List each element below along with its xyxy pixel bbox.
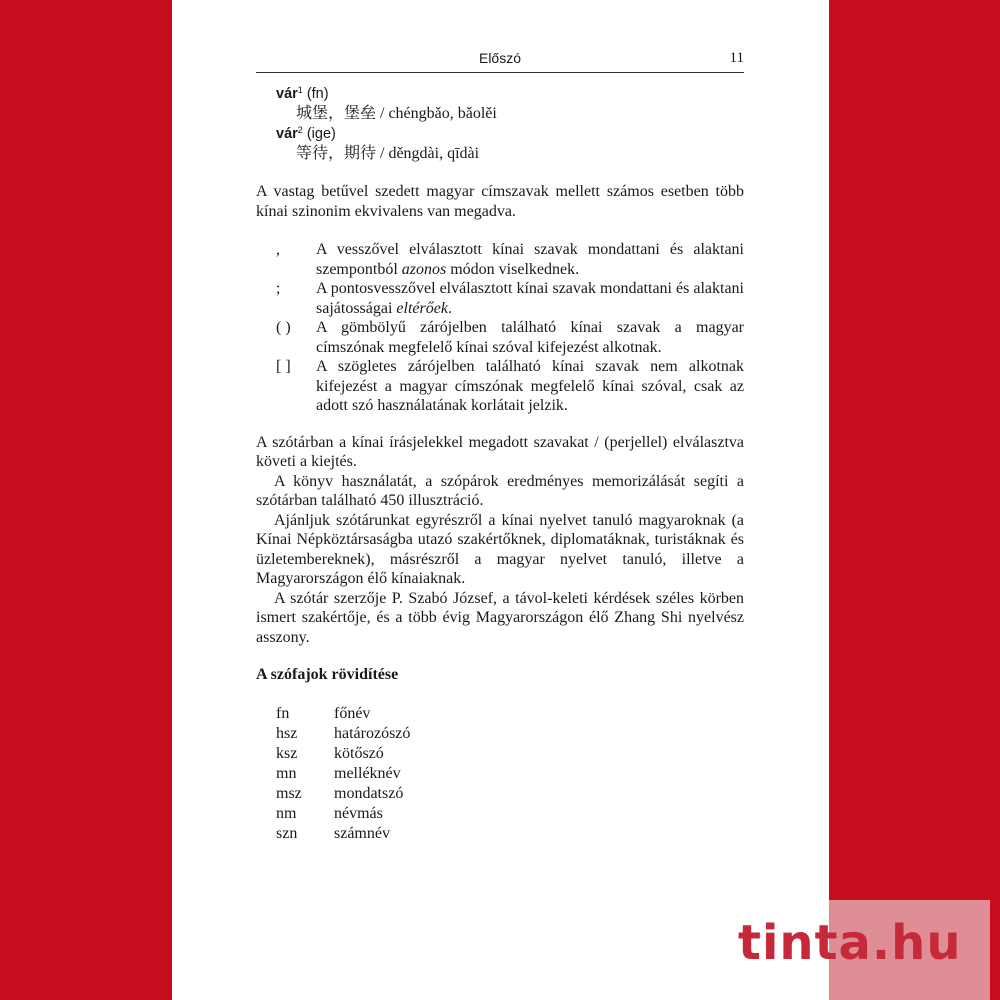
entry-translation: 等待，期待 / děngdài, qīdài (296, 145, 480, 162)
abbreviation-row: fn főnév (276, 704, 371, 722)
symbol-description: A pontosvesszővel elválasztott kínai szavak mondattani és alaktani sajátosságai eltérőek. (316, 280, 744, 317)
entry-headword: vár$^2$ (ige) (276, 125, 336, 142)
dictionary-entry (256, 84, 744, 124)
entry-headword: vár$^1$ (fn) (276, 85, 329, 102)
body-paragraphs (256, 433, 744, 648)
entry-translation: 城堡，堡垒 / chéngbǎo, bǎolěi (296, 105, 497, 122)
dictionary-entry (256, 124, 744, 164)
abbreviation-list (256, 704, 744, 844)
paragraph: A szótár szerzője P. Szabó József, a távol-keleti kérdések széles körben ismert szakértője, és a több évig Magyarországon élő Zhang Shi nyelvész asszony. (256, 589, 744, 646)
symbol-description: A vesszővel elválasztott kínai szavak mondattani és alaktani szempontból azonos módon viselkednek. (316, 241, 744, 278)
paragraph: Ajánljuk szótárunkat egyrészről a kínai nyelvet tanuló magyaroknak (a Kínai Népköztársaságba utazó szakértőknek, diplomatáknak, turistáknak és üzletembereknek), másrészről a magyar nyelvet tanuló, illetve a Magyarországon élő kínaiaknak. (256, 511, 744, 587)
symbol-mark: , (276, 241, 280, 258)
symbol-mark: [ ] (276, 358, 291, 375)
book-page (172, 0, 829, 1000)
abbreviation-row: nm névmás (276, 804, 383, 822)
page-content (256, 84, 744, 844)
symbol-description: A szögletes zárójelben található kínai szavak nem alkotnak kifejezést a magyar címszónak megfelelő kínai szóval, csak az adott szó használatának korlátait jelzik. (316, 358, 744, 414)
symbol-row (256, 279, 744, 318)
abbreviation-row: mn melléknév (276, 764, 401, 782)
symbol-row (256, 318, 744, 357)
intro-paragraph: A vastag betűvel szedett magyar címszavak mellett számos esetben több kínai szinonim ekvivalens van megadva. (256, 183, 744, 220)
abbreviation-row: szn számnév (276, 824, 390, 842)
symbol-list (256, 240, 744, 416)
paragraph: A könyv használatát, a szópárok eredményes memorizálását segíti a szótárban található 450 illusztráció. (256, 472, 744, 509)
symbol-row (256, 240, 744, 279)
page-number: 11 (729, 50, 744, 66)
abbreviations-heading: A szófajok rövidítése (256, 666, 399, 683)
abbreviation-row: ksz kötőszó (276, 744, 384, 762)
symbol-description: A gömbölyű zárójelben található kínai szavak a magyar címszónak megfelelő kínai szóval kifejezést alkotnak. (316, 319, 744, 356)
abbreviation-row: hsz határozószó (276, 724, 411, 742)
page-header (256, 46, 744, 73)
symbol-mark: ( ) (276, 319, 291, 336)
symbol-mark: ; (276, 280, 281, 297)
page-title: Előszó (478, 50, 522, 66)
abbreviation-row: msz mondatszó (276, 784, 404, 802)
paragraph: A szótárban a kínai írásjelekkel megadott szavakat / (perjellel) elválasztva követi a kiejtés. (256, 433, 744, 470)
watermark-logo: tinta.hu (738, 915, 962, 971)
symbol-row (256, 357, 744, 416)
